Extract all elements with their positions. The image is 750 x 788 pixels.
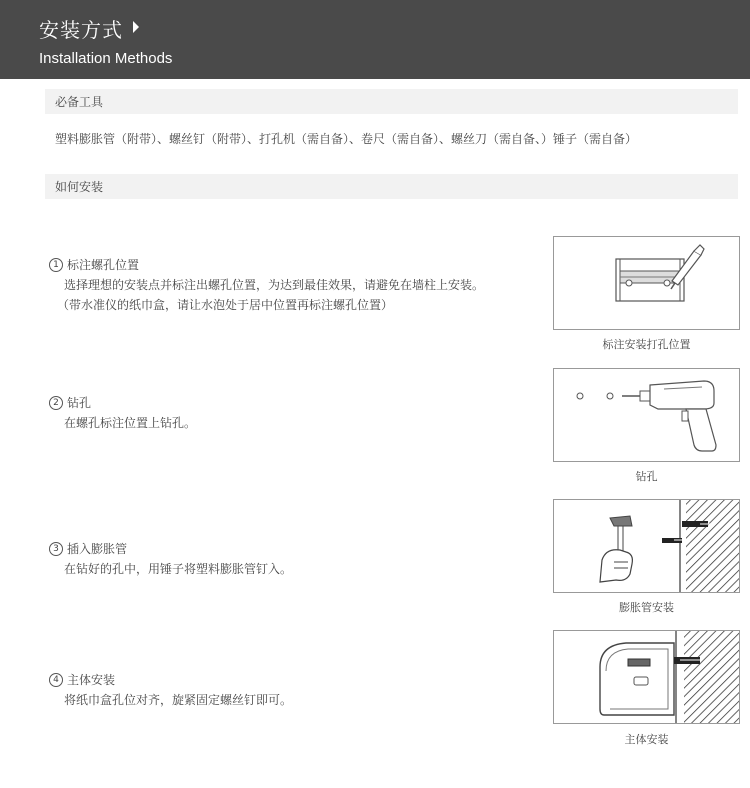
tools-heading: 必备工具 [55,95,104,109]
step-number-badge: 1 [49,258,63,272]
step-number-badge: 2 [49,396,63,410]
mark-holes-icon [553,236,740,330]
step-3-title: 插入膨胀管 [67,542,128,556]
step-4-title-row [49,670,292,690]
step-3 [49,539,292,579]
step-4 [49,670,292,710]
drill-icon [553,368,740,462]
step-2-text: 在螺孔标注位置上钻孔。 [64,416,197,430]
step-1-note: （带水准仪的纸巾盒，请让水泡处于居中位置再标注螺孔位置） [57,298,394,312]
step-1 [49,255,484,315]
step-2-caption: 钻孔 [635,470,658,483]
step-2-title-row [49,393,196,413]
step-number-badge: 3 [49,542,63,556]
install-heading: 如何安装 [55,180,104,194]
step-1-title: 标注螺孔位置 [67,258,140,272]
step-number-badge: 4 [49,673,63,687]
step-1-text: 选择理想的安装点并标注出螺孔位置，为达到最佳效果，请避免在墙柱上安装。 [64,278,485,292]
page-subtitle: Installation Methods [39,50,173,67]
step-2 [49,393,196,433]
step-3-caption: 膨胀管安装 [619,601,674,614]
tools-section-bar [45,89,738,114]
step-3-text: 在钻好的孔中，用锤子将塑料膨胀管钉入。 [64,562,293,576]
step-4-text: 将纸巾盒孔位对齐，旋紧固定螺丝钉即可。 [64,693,293,707]
step-2-title: 钻孔 [67,396,92,410]
tools-list: 塑料膨胀管（附带）、螺丝钉（附带）、打孔机（需自备）、卷尺（需自备）、螺丝刀（需自备、）锤子（需自备） [55,132,638,146]
header-banner [0,0,750,79]
page-title: 安装方式 [39,18,123,42]
caret-right-icon [133,21,139,33]
step-4-caption: 主体安装 [624,733,669,746]
install-section-bar [45,174,738,199]
step-1-caption: 标注安装打孔位置 [602,338,691,351]
hammer-anchor-icon [553,499,740,593]
mount-box-icon [553,630,740,724]
step-1-title-row [49,255,484,275]
step-4-title: 主体安装 [67,673,116,687]
step-3-title-row [49,539,292,559]
